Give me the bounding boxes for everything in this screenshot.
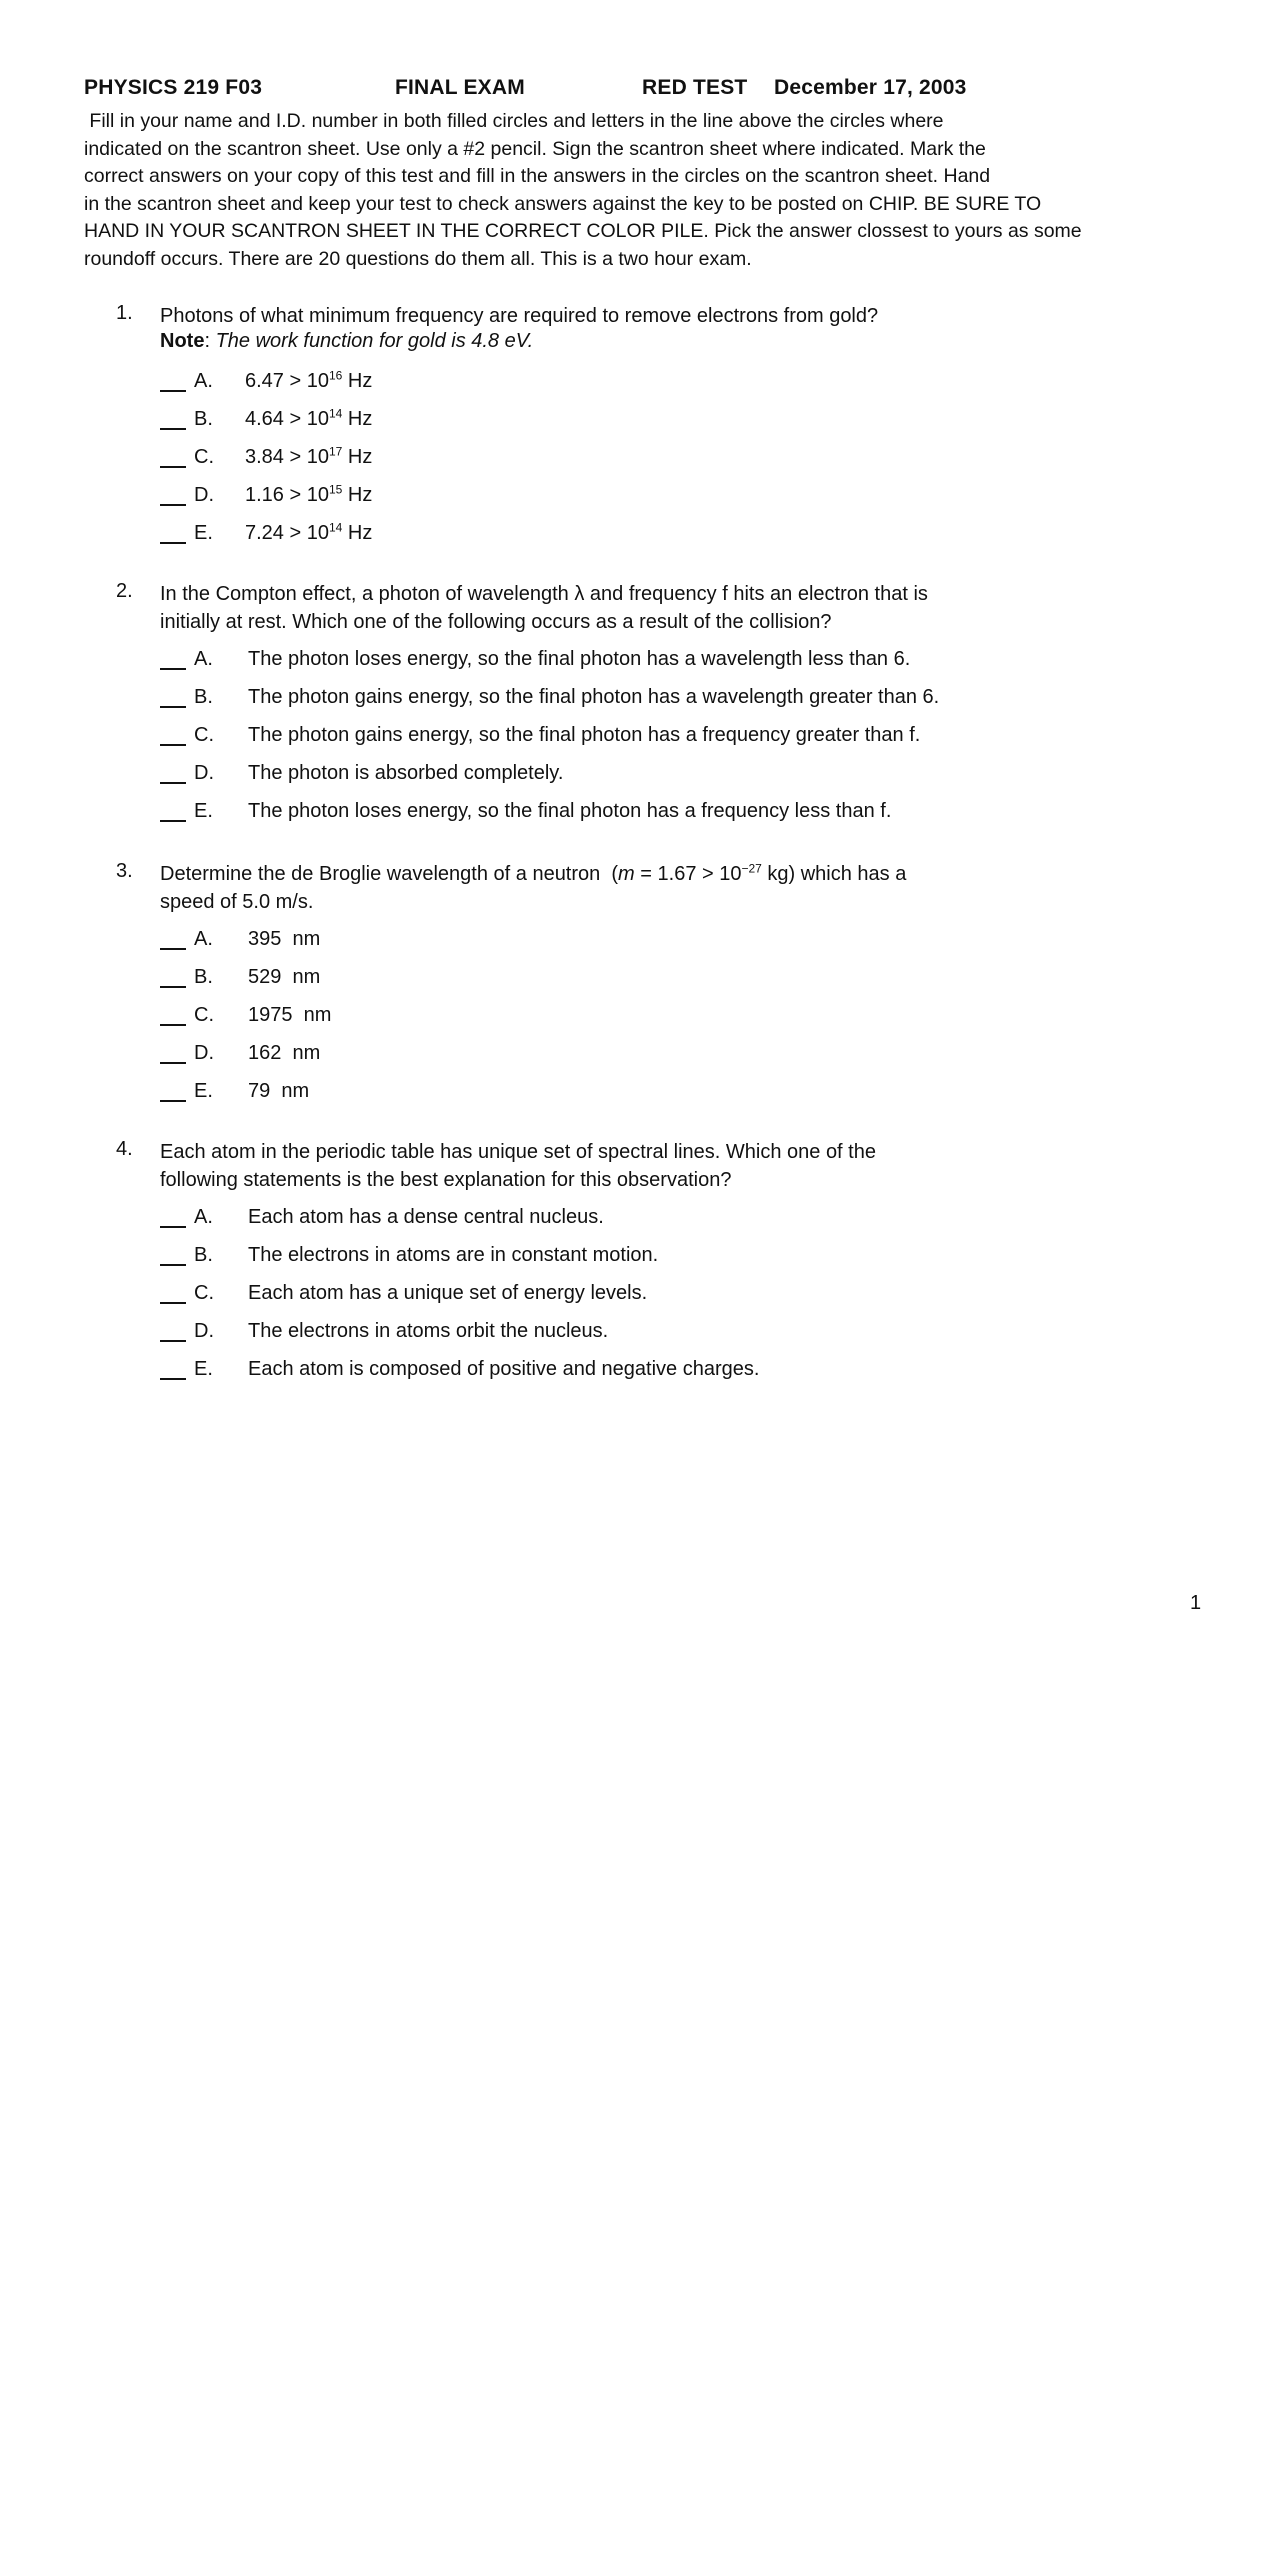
choice-text: Each atom is composed of positive and negative charges. — [248, 1358, 760, 1380]
answer-blank[interactable] — [160, 1264, 186, 1266]
choice-letter: B. — [194, 1244, 213, 1266]
choice-letter: D. — [194, 484, 214, 506]
choice-text: The photon loses energy, so the final photon has a wavelength less than 6. — [248, 648, 911, 670]
choice-text: $4.64 > 10^{14}$ Hz — [245, 406, 373, 430]
answer-blank[interactable] — [160, 706, 186, 708]
answer-blank[interactable] — [160, 504, 186, 506]
page-number: 1 — [1190, 1592, 1202, 1614]
answer-blank[interactable] — [160, 1062, 186, 1064]
choice-d[interactable] — [0, 484, 1280, 514]
note-label: Note — [160, 330, 205, 352]
note-text: The work function for gold is 4.8 eV. — [215, 330, 534, 352]
choice-letter: D. — [194, 1042, 214, 1064]
choice-letter: E. — [194, 800, 213, 822]
instructions-line: correct answers on your copy of this test and fill in the answers in the circles on the scantron sheet. Hand — [84, 165, 991, 187]
choice-letter: A. — [194, 1206, 213, 1228]
question-text-line: Determine the de Broglie wavelength of a neutron ($m = 1.67 > 10^{-27}$ kg) which has a — [160, 861, 907, 885]
question-text-line: In the Compton effect, a photon of wavelength λ and frequency f hits an electron that is — [160, 583, 928, 605]
question-number: 3. — [116, 860, 133, 882]
choice-text: The electrons in atoms are in constant motion. — [248, 1244, 659, 1266]
answer-blank[interactable] — [160, 986, 186, 988]
answer-blank[interactable] — [160, 428, 186, 430]
question-number: 4. — [116, 1138, 133, 1160]
choice-b[interactable] — [0, 966, 1280, 996]
choice-e[interactable] — [0, 1080, 1280, 1110]
choice-text: The electrons in atoms orbit the nucleus. — [248, 1320, 609, 1342]
exam-header — [84, 76, 1204, 106]
answer-blank[interactable] — [160, 744, 186, 746]
choice-text: Each atom has a unique set of energy levels. — [248, 1282, 648, 1304]
answer-blank[interactable] — [160, 466, 186, 468]
answer-blank[interactable] — [160, 948, 186, 950]
choice-e[interactable] — [0, 522, 1280, 552]
choice-letter: B. — [194, 686, 213, 708]
question-note: Note: The work function for gold is 4.8 eV. — [160, 330, 534, 352]
answer-blank[interactable] — [160, 542, 186, 544]
choice-letter: C. — [194, 1004, 214, 1026]
answer-blank[interactable] — [160, 1302, 186, 1304]
answer-blank[interactable] — [160, 668, 186, 670]
choice-letter: C. — [194, 446, 214, 468]
question-text — [160, 860, 906, 916]
answer-blank[interactable] — [160, 1226, 186, 1228]
choice-text: 1975 nm — [248, 1004, 332, 1026]
question-number: 1. — [116, 302, 133, 324]
question-text-line: Photons of what minimum frequency are required to remove electrons from gold? — [160, 305, 879, 327]
choice-d[interactable] — [0, 1042, 1280, 1072]
choice-d[interactable] — [0, 1320, 1280, 1350]
instructions-line: indicated on the scantron sheet. Use only a #2 pencil. Sign the scantron sheet where indicated. Mark the — [84, 137, 986, 160]
choice-text: 79 nm — [248, 1080, 310, 1102]
instructions-line: in the scantron sheet and keep your test to check answers against the key to be posted on CHIP. BE SURE TO — [84, 192, 1042, 215]
choice-text: The photon is absorbed completely. — [248, 762, 564, 784]
choice-letter: D. — [194, 762, 214, 784]
choice-a[interactable] — [0, 1206, 1280, 1236]
question-text — [160, 580, 928, 636]
choice-b[interactable] — [0, 408, 1280, 438]
question-text-line: speed of 5.0 m/s. — [160, 891, 314, 913]
choice-a[interactable] — [0, 370, 1280, 400]
answer-blank[interactable] — [160, 1024, 186, 1026]
choice-letter: B. — [194, 408, 213, 430]
choice-letter: B. — [194, 966, 213, 988]
choice-letter: C. — [194, 724, 214, 746]
choice-text: 529 nm — [248, 966, 321, 988]
exam-title: FINAL EXAM — [395, 76, 525, 99]
choice-text: $6.47 > 10^{16}$ Hz — [245, 368, 373, 392]
instructions-line: HAND IN YOUR SCANTRON SHEET IN THE CORRECT COLOR PILE. Pick the answer clossest to yours as some — [84, 220, 1082, 242]
choice-e[interactable] — [0, 1358, 1280, 1388]
choice-c[interactable] — [0, 1004, 1280, 1034]
choice-letter: D. — [194, 1320, 214, 1342]
answer-blank[interactable] — [160, 1340, 186, 1342]
choice-text: 162 nm — [248, 1042, 321, 1064]
test-color: RED TEST — [642, 76, 748, 99]
answer-blank[interactable] — [160, 820, 186, 822]
choice-text: $1.16 > 10^{15}$ Hz — [245, 482, 373, 506]
choice-b[interactable] — [0, 1244, 1280, 1274]
answer-blank[interactable] — [160, 1100, 186, 1102]
choice-c[interactable] — [0, 1282, 1280, 1312]
question-number: 2. — [116, 580, 133, 602]
choice-letter: A. — [194, 370, 213, 392]
choice-e[interactable] — [0, 800, 1280, 830]
course-title: PHYSICS 219 F03 — [84, 76, 263, 99]
choice-text: The photon loses energy, so the final photon has a frequency less than f. — [248, 800, 892, 822]
choice-letter: E. — [194, 522, 213, 544]
question-text-line: following statements is the best explanation for this observation? — [160, 1169, 732, 1191]
choice-c[interactable] — [0, 446, 1280, 476]
question-text — [160, 302, 878, 330]
choice-letter: A. — [194, 928, 213, 950]
question-text-line: Each atom in the periodic table has unique set of spectral lines. Which one of the — [160, 1141, 876, 1163]
instructions — [84, 108, 1204, 273]
answer-blank[interactable] — [160, 782, 186, 784]
choice-a[interactable] — [0, 648, 1280, 678]
exam-date: December 17, 2003 — [774, 76, 967, 99]
choice-d[interactable] — [0, 762, 1280, 792]
choice-c[interactable] — [0, 724, 1280, 754]
choice-a[interactable] — [0, 928, 1280, 958]
answer-blank[interactable] — [160, 1378, 186, 1380]
choice-text: The photon gains energy, so the final photon has a frequency greater than f. — [248, 724, 921, 746]
choice-text: 395 nm — [248, 928, 321, 950]
choice-text: The photon gains energy, so the final photon has a wavelength greater than 6. — [248, 686, 940, 708]
question-text-line: initially at rest. Which one of the following occurs as a result of the collision? — [160, 611, 832, 633]
choice-letter: E. — [194, 1080, 213, 1102]
instructions-line: roundoff occurs. There are 20 questions do them all. This is a two hour exam. — [84, 247, 752, 270]
choice-text: $3.84 > 10^{17}$ Hz — [245, 444, 373, 468]
choice-letter: C. — [194, 1282, 214, 1304]
choice-b[interactable] — [0, 686, 1280, 716]
choice-letter: A. — [194, 648, 213, 670]
instructions-line: Fill in your name and I.D. number in both filled circles and letters in the line above the circles where — [84, 110, 944, 132]
answer-blank[interactable] — [160, 390, 186, 392]
choice-text: Each atom has a dense central nucleus. — [248, 1206, 604, 1228]
choice-text: $7.24 > 10^{14}$ Hz — [245, 520, 373, 544]
question-text — [160, 1138, 876, 1194]
choice-letter: E. — [194, 1358, 213, 1380]
